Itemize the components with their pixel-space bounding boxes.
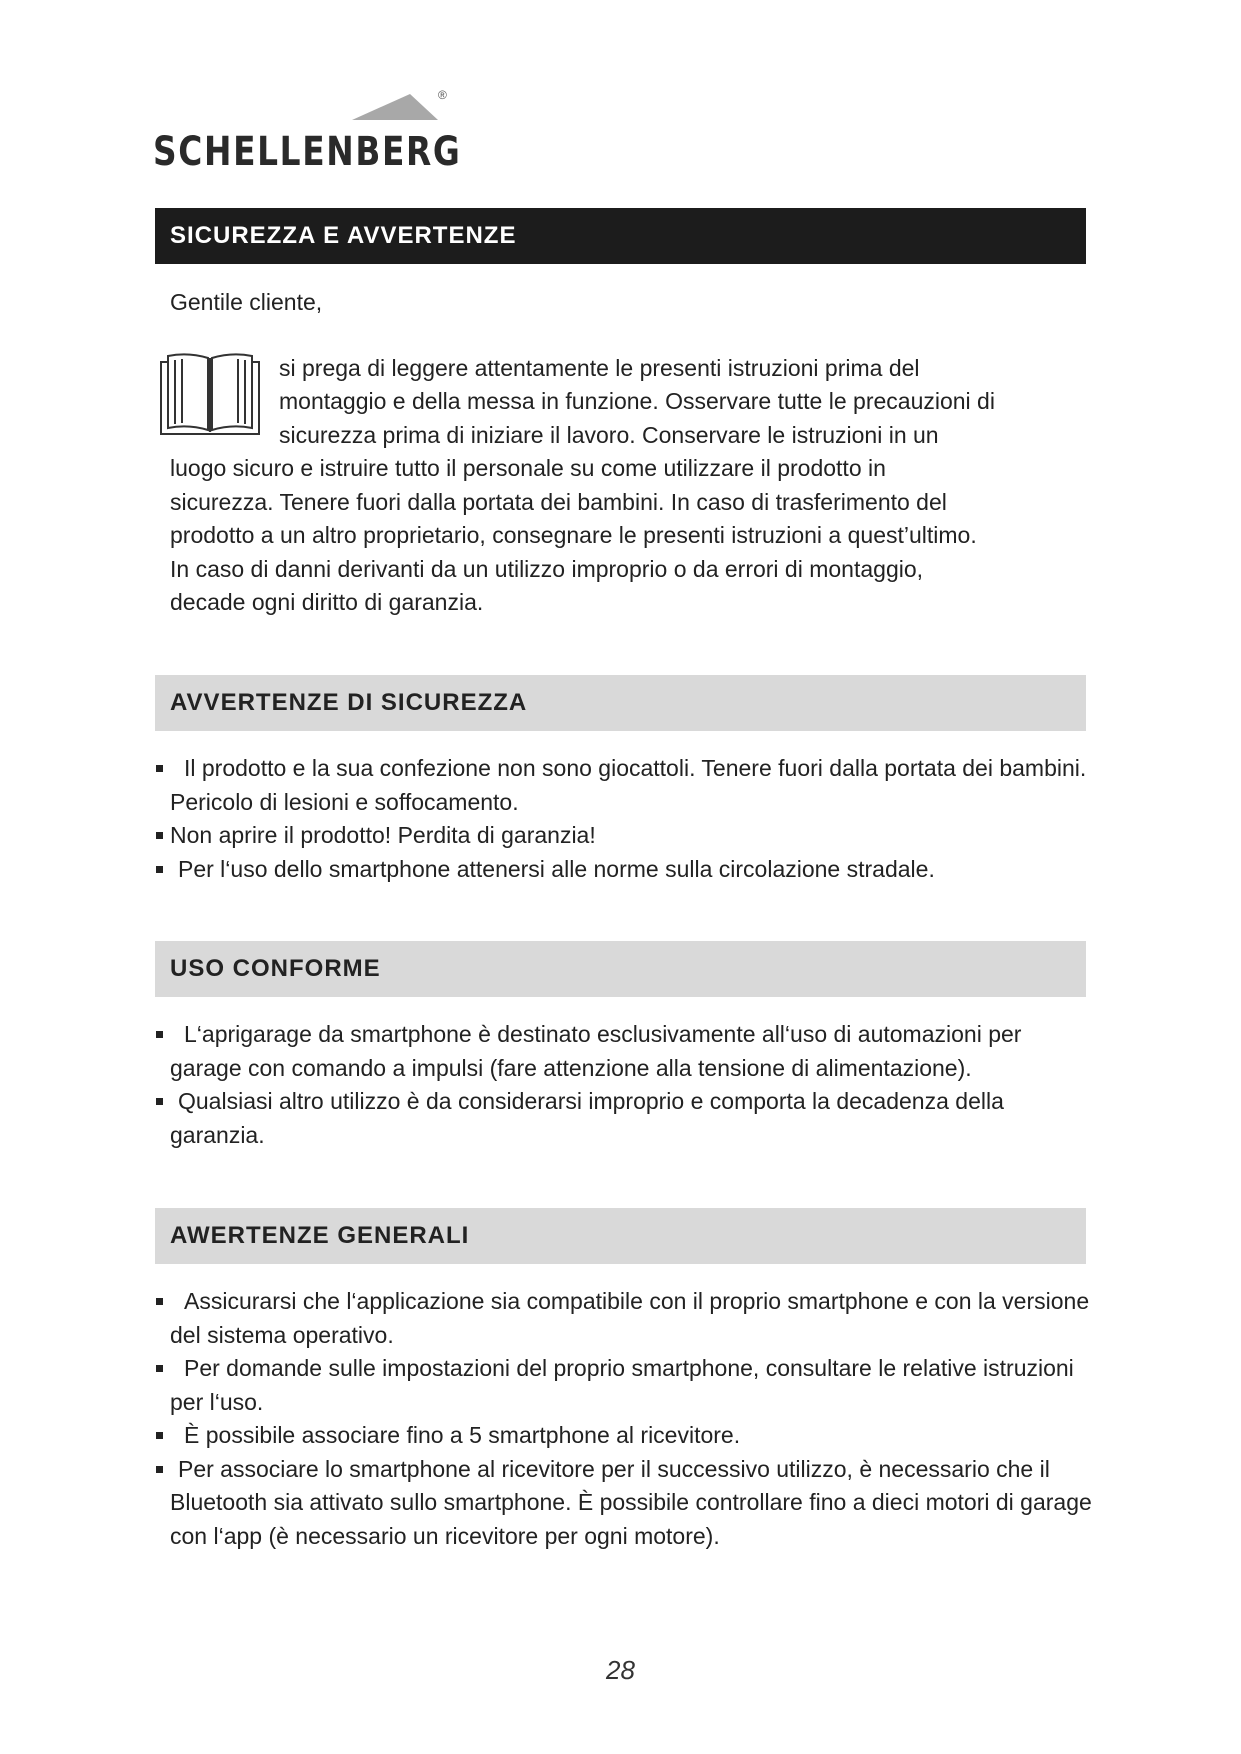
list-item: Qualsiasi altro utilizzo è da considerarsi improprio e comporta la decadenza della garanzia. (152, 1085, 1092, 1152)
section-header-general-warnings: AWERTENZE GENERALI (155, 1208, 1086, 1264)
intro-line-4: luogo sicuro e istruire tutto il personale su come utilizzare il prodotto in (170, 455, 886, 481)
general-warnings-list (152, 1285, 1092, 1553)
list-item: Assicurarsi che l‘applicazione sia compatibile con il proprio smartphone e con la versione del sistema operativo. (152, 1285, 1092, 1352)
list-item: Per l‘uso dello smartphone attenersi alle norme sulla circolazione stradale. (152, 853, 1092, 887)
list-item: Il prodotto e la sua confezione non sono giocattoli. Tenere fuori dalla portata dei bambini. Pericolo di lesioni e soffocamento. (152, 752, 1092, 819)
bullet-square-icon (156, 1432, 163, 1439)
intro-line-7: In caso di danni derivanti da un utilizzo improprio o da errori di montaggio, (170, 556, 924, 582)
registered-mark: ® (438, 88, 447, 102)
roof-icon (350, 92, 440, 122)
page-number: 28 (606, 1655, 635, 1685)
section-header-safety: SICUREZZA E AVVERTENZE (155, 208, 1086, 264)
read-manual-book-icon (160, 350, 260, 436)
intro-line-6: prodotto a un altro proprietario, consegnare le presenti istruzioni a quest’ultimo. (170, 522, 977, 548)
brand-wordmark: SCHELLENBERG (153, 129, 462, 175)
intro-line-1: si prega di leggere attentamente le presenti istruzioni prima del (279, 355, 920, 381)
bullet-square-icon (156, 1031, 163, 1038)
list-item: Non aprire il prodotto! Perdita di garanzia! (152, 819, 1092, 853)
bullet-square-icon (156, 866, 163, 873)
intro-line-2: montaggio e della messa in funzione. Osservare tutte le precauzioni di (279, 388, 995, 414)
greeting: Gentile cliente, (170, 289, 323, 315)
list-item: Per associare lo smartphone al ricevitore per il successivo utilizzo, è necessario che il Bluetooth sia attivato sullo smartphone. È possibile controllare fino a dieci motori di garage con l‘app (è necessario un ricevitore per ogni motore). (152, 1453, 1092, 1554)
brand-logo (150, 84, 460, 174)
intro-line-8: decade ogni diritto di garanzia. (170, 589, 484, 615)
bullet-square-icon (156, 1098, 163, 1105)
section-header-intended-use: USO CONFORME (155, 941, 1086, 997)
list-item: Per domande sulle impostazioni del proprio smartphone, consultare le relative istruzioni per l‘uso. (152, 1352, 1092, 1419)
bullet-square-icon (156, 765, 163, 772)
list-item: L‘aprigarage da smartphone è destinato esclusivamente all‘uso di automazioni per garage con comando a impulsi (fare attenzione alla tensione di alimentazione). (152, 1018, 1092, 1085)
list-item: È possibile associare fino a 5 smartphone al ricevitore. (152, 1419, 1092, 1453)
safety-warnings-list (152, 752, 1092, 886)
bullet-square-icon (156, 832, 163, 839)
section-header-safety-warnings: AVVERTENZE DI SICUREZZA (155, 675, 1086, 731)
intro-line-5: sicurezza. Tenere fuori dalla portata dei bambini. In caso di trasferimento del (170, 489, 947, 515)
bullet-square-icon (156, 1365, 163, 1372)
intro-line-3: sicurezza prima di iniziare il lavoro. Conservare le istruzioni in un (279, 422, 939, 448)
bullet-square-icon (156, 1298, 163, 1305)
intended-use-list (152, 1018, 1092, 1152)
bullet-square-icon (156, 1466, 163, 1473)
